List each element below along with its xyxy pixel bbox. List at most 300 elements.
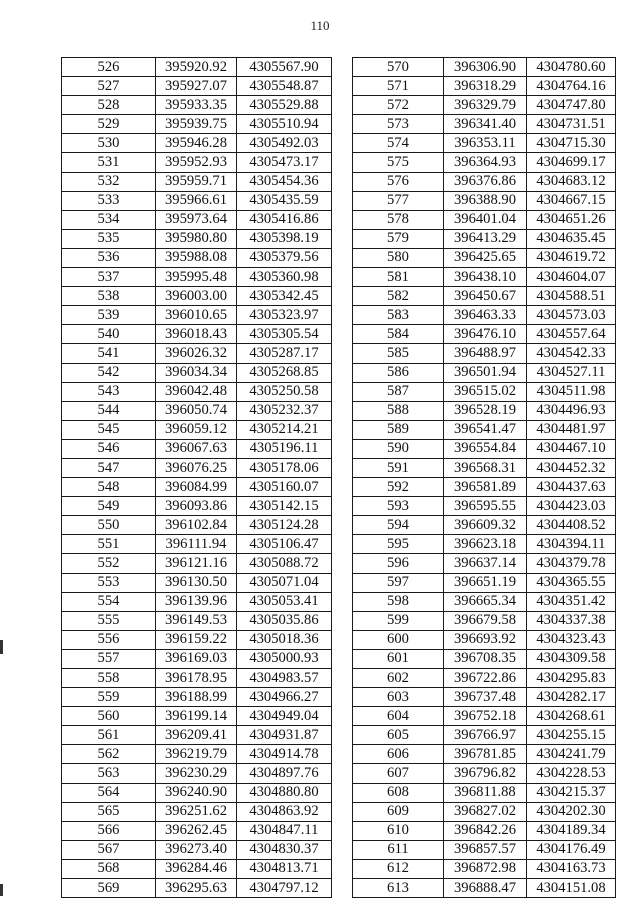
point-number-cell: 584: [353, 325, 444, 344]
table-row: [62, 210, 332, 229]
table-row: [353, 248, 616, 267]
y-coordinate-cell: 4304880.80: [237, 783, 332, 802]
y-coordinate-cell: 4305342.45: [237, 287, 332, 306]
x-coordinate-cell: 396178.95: [156, 669, 237, 688]
x-coordinate-cell: 396637.14: [444, 554, 527, 573]
table-row: [353, 191, 616, 210]
x-coordinate-cell: 396796.82: [444, 764, 527, 783]
point-number-cell: 572: [353, 96, 444, 115]
point-number-cell: 530: [62, 134, 156, 153]
y-coordinate-cell: 4305214.21: [237, 420, 332, 439]
y-coordinate-cell: 4305178.06: [237, 458, 332, 477]
point-number-cell: 540: [62, 325, 156, 344]
point-number-cell: 545: [62, 420, 156, 439]
table-row: [62, 382, 332, 401]
y-coordinate-cell: 4304176.49: [527, 840, 616, 859]
x-coordinate-cell: 396609.32: [444, 516, 527, 535]
y-coordinate-cell: 4304452.32: [527, 458, 616, 477]
y-coordinate-cell: 4304467.10: [527, 439, 616, 458]
x-coordinate-cell: 396842.26: [444, 821, 527, 840]
table-row: [62, 859, 332, 878]
x-coordinate-cell: 396018.43: [156, 325, 237, 344]
y-coordinate-cell: 4305510.94: [237, 115, 332, 134]
y-coordinate-cell: 4304542.33: [527, 344, 616, 363]
table-row: [62, 516, 332, 535]
y-coordinate-cell: 4305106.47: [237, 535, 332, 554]
table-row: [353, 96, 616, 115]
x-coordinate-cell: 396376.86: [444, 172, 527, 191]
y-coordinate-cell: 4305305.54: [237, 325, 332, 344]
x-coordinate-cell: 396076.25: [156, 458, 237, 477]
table-row: [62, 802, 332, 821]
table-row: [62, 478, 332, 497]
y-coordinate-cell: 4304202.30: [527, 802, 616, 821]
table-row: [353, 134, 616, 153]
point-number-cell: 573: [353, 115, 444, 134]
x-coordinate-cell: 396102.84: [156, 516, 237, 535]
x-coordinate-cell: 396401.04: [444, 210, 527, 229]
y-coordinate-cell: 4305454.36: [237, 172, 332, 191]
point-number-cell: 595: [353, 535, 444, 554]
point-number-cell: 577: [353, 191, 444, 210]
x-coordinate-cell: 396209.41: [156, 726, 237, 745]
point-number-cell: 531: [62, 153, 156, 172]
point-number-cell: 529: [62, 115, 156, 134]
table-row: [62, 592, 332, 611]
y-coordinate-cell: 4305142.15: [237, 497, 332, 516]
x-coordinate-cell: 396139.96: [156, 592, 237, 611]
table-row: [353, 707, 616, 726]
y-coordinate-cell: 4304683.12: [527, 172, 616, 191]
page-number: 110: [310, 18, 330, 33]
table-row: [353, 344, 616, 363]
y-coordinate-cell: 4304667.15: [527, 191, 616, 210]
point-number-cell: 575: [353, 153, 444, 172]
point-number-cell: 594: [353, 516, 444, 535]
y-coordinate-cell: 4305529.88: [237, 96, 332, 115]
table-row: [62, 821, 332, 840]
y-coordinate-cell: 4304437.63: [527, 478, 616, 497]
table-row: [353, 859, 616, 878]
x-coordinate-cell: 396679.58: [444, 611, 527, 630]
point-number-cell: 556: [62, 630, 156, 649]
point-number-cell: 564: [62, 783, 156, 802]
table-row: [353, 764, 616, 783]
table-row: [62, 630, 332, 649]
point-number-cell: 568: [62, 859, 156, 878]
point-number-cell: 551: [62, 535, 156, 554]
y-coordinate-cell: 4304309.58: [527, 649, 616, 668]
table-row: [62, 134, 332, 153]
point-number-cell: 541: [62, 344, 156, 363]
point-number-cell: 542: [62, 363, 156, 382]
point-number-cell: 586: [353, 363, 444, 382]
y-coordinate-cell: 4305548.87: [237, 77, 332, 96]
point-number-cell: 605: [353, 726, 444, 745]
y-coordinate-cell: 4305323.97: [237, 306, 332, 325]
table-row: [353, 802, 616, 821]
table-row: [353, 401, 616, 420]
x-coordinate-cell: 396737.48: [444, 688, 527, 707]
y-coordinate-cell: 4305250.58: [237, 382, 332, 401]
y-coordinate-cell: 4305071.04: [237, 573, 332, 592]
x-coordinate-cell: 396364.93: [444, 153, 527, 172]
y-coordinate-cell: 4304557.64: [527, 325, 616, 344]
x-coordinate-cell: 396568.31: [444, 458, 527, 477]
point-number-cell: 598: [353, 592, 444, 611]
y-coordinate-cell: 4304351.42: [527, 592, 616, 611]
y-coordinate-cell: 4304215.37: [527, 783, 616, 802]
y-coordinate-cell: 4305360.98: [237, 268, 332, 287]
table-row: [353, 726, 616, 745]
x-coordinate-cell: 396693.92: [444, 630, 527, 649]
x-coordinate-cell: 396488.97: [444, 344, 527, 363]
table-row: [62, 573, 332, 592]
table-row: [353, 554, 616, 573]
table-row: [353, 306, 616, 325]
table-body-left: [62, 58, 332, 898]
x-coordinate-cell: 396450.67: [444, 287, 527, 306]
y-coordinate-cell: 4304379.78: [527, 554, 616, 573]
y-coordinate-cell: 4305492.03: [237, 134, 332, 153]
x-coordinate-cell: 396042.48: [156, 382, 237, 401]
y-coordinate-cell: 4304365.55: [527, 573, 616, 592]
point-number-cell: 560: [62, 707, 156, 726]
y-coordinate-cell: 4304268.61: [527, 707, 616, 726]
point-number-cell: 610: [353, 821, 444, 840]
point-number-cell: 612: [353, 859, 444, 878]
point-number-cell: 579: [353, 229, 444, 248]
x-coordinate-cell: 396554.84: [444, 439, 527, 458]
x-coordinate-cell: 396230.29: [156, 764, 237, 783]
y-coordinate-cell: 4304966.27: [237, 688, 332, 707]
y-coordinate-cell: 4304863.92: [237, 802, 332, 821]
table-row: [353, 745, 616, 764]
point-number-cell: 544: [62, 401, 156, 420]
x-coordinate-cell: 396425.65: [444, 248, 527, 267]
x-coordinate-cell: 396169.03: [156, 649, 237, 668]
point-number-cell: 596: [353, 554, 444, 573]
y-coordinate-cell: 4304394.11: [527, 535, 616, 554]
point-number-cell: 601: [353, 649, 444, 668]
y-coordinate-cell: 4304408.52: [527, 516, 616, 535]
y-coordinate-cell: 4304847.11: [237, 821, 332, 840]
point-number-cell: 600: [353, 630, 444, 649]
x-coordinate-cell: 396284.46: [156, 859, 237, 878]
x-coordinate-cell: 396295.63: [156, 879, 237, 898]
point-number-cell: 588: [353, 401, 444, 420]
x-coordinate-cell: 396665.34: [444, 592, 527, 611]
x-coordinate-cell: 396111.94: [156, 535, 237, 554]
x-coordinate-cell: 395952.93: [156, 153, 237, 172]
y-coordinate-cell: 4304423.03: [527, 497, 616, 516]
point-number-cell: 548: [62, 478, 156, 497]
table-row: [353, 458, 616, 477]
x-coordinate-cell: 396084.99: [156, 478, 237, 497]
x-coordinate-cell: 396093.86: [156, 497, 237, 516]
table-row: [353, 669, 616, 688]
x-coordinate-cell: 396501.94: [444, 363, 527, 382]
x-coordinate-cell: 395927.07: [156, 77, 237, 96]
y-coordinate-cell: 4304496.93: [527, 401, 616, 420]
y-coordinate-cell: 4305398.19: [237, 229, 332, 248]
table-row: [353, 325, 616, 344]
y-coordinate-cell: 4304163.73: [527, 859, 616, 878]
point-number-cell: 539: [62, 306, 156, 325]
y-coordinate-cell: 4305018.36: [237, 630, 332, 649]
point-number-cell: 563: [62, 764, 156, 783]
x-coordinate-cell: 396010.65: [156, 306, 237, 325]
table-row: [353, 592, 616, 611]
y-coordinate-cell: 4304323.43: [527, 630, 616, 649]
x-coordinate-cell: 395973.64: [156, 210, 237, 229]
table-row: [62, 764, 332, 783]
point-number-cell: 543: [62, 382, 156, 401]
y-coordinate-cell: 4305160.07: [237, 478, 332, 497]
table-row: [62, 535, 332, 554]
y-coordinate-cell: 4304481.97: [527, 420, 616, 439]
x-coordinate-cell: 396857.57: [444, 840, 527, 859]
y-coordinate-cell: 4304282.17: [527, 688, 616, 707]
x-coordinate-cell: 396219.79: [156, 745, 237, 764]
x-coordinate-cell: 396026.32: [156, 344, 237, 363]
table-row: [62, 306, 332, 325]
x-coordinate-cell: 395939.75: [156, 115, 237, 134]
y-coordinate-cell: 4305053.41: [237, 592, 332, 611]
x-coordinate-cell: 396708.35: [444, 649, 527, 668]
x-coordinate-cell: 396159.22: [156, 630, 237, 649]
y-coordinate-cell: 4304151.08: [527, 879, 616, 898]
x-coordinate-cell: 396722.86: [444, 669, 527, 688]
point-number-cell: 589: [353, 420, 444, 439]
x-coordinate-cell: 395988.08: [156, 248, 237, 267]
x-coordinate-cell: 395920.92: [156, 58, 237, 77]
coordinates-table-left: [61, 57, 332, 898]
y-coordinate-cell: 4304931.87: [237, 726, 332, 745]
y-coordinate-cell: 4304897.76: [237, 764, 332, 783]
point-number-cell: 562: [62, 745, 156, 764]
point-number-cell: 576: [353, 172, 444, 191]
y-coordinate-cell: 4304797.12: [237, 879, 332, 898]
point-number-cell: 570: [353, 58, 444, 77]
table-row: [353, 153, 616, 172]
x-coordinate-cell: 396595.55: [444, 497, 527, 516]
x-coordinate-cell: 396306.90: [444, 58, 527, 77]
x-coordinate-cell: 396329.79: [444, 96, 527, 115]
table-row: [353, 840, 616, 859]
point-number-cell: 604: [353, 707, 444, 726]
table-row: [353, 382, 616, 401]
table-body-right: [353, 58, 616, 898]
y-coordinate-cell: 4304983.57: [237, 669, 332, 688]
y-coordinate-cell: 4304813.71: [237, 859, 332, 878]
x-coordinate-cell: 396623.18: [444, 535, 527, 554]
y-coordinate-cell: 4304241.79: [527, 745, 616, 764]
y-coordinate-cell: 4304715.30: [527, 134, 616, 153]
point-number-cell: 555: [62, 611, 156, 630]
table-row: [353, 229, 616, 248]
x-coordinate-cell: 396811.88: [444, 783, 527, 802]
x-coordinate-cell: 396240.90: [156, 783, 237, 802]
point-number-cell: 583: [353, 306, 444, 325]
table-row: [353, 821, 616, 840]
y-coordinate-cell: 4304295.83: [527, 669, 616, 688]
y-coordinate-cell: 4305124.28: [237, 516, 332, 535]
y-coordinate-cell: 4304747.80: [527, 96, 616, 115]
point-number-cell: 603: [353, 688, 444, 707]
point-number-cell: 566: [62, 821, 156, 840]
table-row: [62, 745, 332, 764]
y-coordinate-cell: 4305473.17: [237, 153, 332, 172]
table-row: [62, 726, 332, 745]
y-coordinate-cell: 4305567.90: [237, 58, 332, 77]
x-coordinate-cell: 396130.50: [156, 573, 237, 592]
x-coordinate-cell: 395980.80: [156, 229, 237, 248]
x-coordinate-cell: 395933.35: [156, 96, 237, 115]
point-number-cell: 574: [353, 134, 444, 153]
x-coordinate-cell: 396121.16: [156, 554, 237, 573]
y-coordinate-cell: 4305435.59: [237, 191, 332, 210]
x-coordinate-cell: 396476.10: [444, 325, 527, 344]
point-number-cell: 567: [62, 840, 156, 859]
x-coordinate-cell: 396050.74: [156, 401, 237, 420]
y-coordinate-cell: 4305000.93: [237, 649, 332, 668]
table-row: [62, 707, 332, 726]
y-coordinate-cell: 4304511.98: [527, 382, 616, 401]
table-row: [353, 268, 616, 287]
table-row: [353, 420, 616, 439]
y-coordinate-cell: 4305196.11: [237, 439, 332, 458]
table-row: [62, 287, 332, 306]
point-number-cell: 580: [353, 248, 444, 267]
table-row: [353, 287, 616, 306]
x-coordinate-cell: 395959.71: [156, 172, 237, 191]
point-number-cell: 613: [353, 879, 444, 898]
table-row: [62, 191, 332, 210]
x-coordinate-cell: 396766.97: [444, 726, 527, 745]
y-coordinate-cell: 4305379.56: [237, 248, 332, 267]
point-number-cell: 607: [353, 764, 444, 783]
y-coordinate-cell: 4304764.16: [527, 77, 616, 96]
y-coordinate-cell: 4304830.37: [237, 840, 332, 859]
x-coordinate-cell: 396388.90: [444, 191, 527, 210]
table-row: [62, 439, 332, 458]
y-coordinate-cell: 4304573.03: [527, 306, 616, 325]
point-number-cell: 606: [353, 745, 444, 764]
x-coordinate-cell: 395966.61: [156, 191, 237, 210]
scan-edge-mark: [0, 884, 3, 896]
table-row: [62, 420, 332, 439]
x-coordinate-cell: 396059.12: [156, 420, 237, 439]
point-number-cell: 592: [353, 478, 444, 497]
table-row: [353, 497, 616, 516]
x-coordinate-cell: 395946.28: [156, 134, 237, 153]
table-row: [62, 497, 332, 516]
x-coordinate-cell: 396752.18: [444, 707, 527, 726]
coordinates-table-right: [352, 57, 616, 898]
x-coordinate-cell: 396003.00: [156, 287, 237, 306]
table-row: [353, 478, 616, 497]
y-coordinate-cell: 4304651.26: [527, 210, 616, 229]
table-row: [353, 688, 616, 707]
table-row: [62, 248, 332, 267]
x-coordinate-cell: 396413.29: [444, 229, 527, 248]
point-number-cell: 587: [353, 382, 444, 401]
table-row: [353, 879, 616, 898]
point-number-cell: 578: [353, 210, 444, 229]
point-number-cell: 559: [62, 688, 156, 707]
point-number-cell: 591: [353, 458, 444, 477]
table-row: [353, 363, 616, 382]
table-row: [62, 401, 332, 420]
table-row: [353, 115, 616, 134]
point-number-cell: 534: [62, 210, 156, 229]
y-coordinate-cell: 4304619.72: [527, 248, 616, 267]
point-number-cell: 528: [62, 96, 156, 115]
table-row: [62, 96, 332, 115]
table-row: [353, 573, 616, 592]
table-row: [62, 688, 332, 707]
x-coordinate-cell: 396273.40: [156, 840, 237, 859]
y-coordinate-cell: 4304699.17: [527, 153, 616, 172]
x-coordinate-cell: 396438.10: [444, 268, 527, 287]
table-row: [353, 172, 616, 191]
y-coordinate-cell: 4305268.85: [237, 363, 332, 382]
y-coordinate-cell: 4304189.34: [527, 821, 616, 840]
point-number-cell: 608: [353, 783, 444, 802]
table-row: [353, 439, 616, 458]
table-row: [353, 516, 616, 535]
table-row: [353, 630, 616, 649]
table-row: [62, 879, 332, 898]
y-coordinate-cell: 4305035.86: [237, 611, 332, 630]
point-number-cell: 611: [353, 840, 444, 859]
point-number-cell: 538: [62, 287, 156, 306]
point-number-cell: 582: [353, 287, 444, 306]
point-number-cell: 585: [353, 344, 444, 363]
point-number-cell: 571: [353, 77, 444, 96]
table-row: [62, 115, 332, 134]
x-coordinate-cell: 396515.02: [444, 382, 527, 401]
point-number-cell: 533: [62, 191, 156, 210]
x-coordinate-cell: 396341.40: [444, 115, 527, 134]
point-number-cell: 550: [62, 516, 156, 535]
table-row: [62, 611, 332, 630]
table-row: [62, 458, 332, 477]
point-number-cell: 526: [62, 58, 156, 77]
table-row: [62, 783, 332, 802]
point-number-cell: 527: [62, 77, 156, 96]
table-row: [353, 210, 616, 229]
point-number-cell: 565: [62, 802, 156, 821]
point-number-cell: 532: [62, 172, 156, 191]
point-number-cell: 537: [62, 268, 156, 287]
table-row: [62, 840, 332, 859]
table-row: [62, 363, 332, 382]
y-coordinate-cell: 4304255.15: [527, 726, 616, 745]
x-coordinate-cell: 396149.53: [156, 611, 237, 630]
point-number-cell: 552: [62, 554, 156, 573]
table-row: [62, 649, 332, 668]
y-coordinate-cell: 4304228.53: [527, 764, 616, 783]
table-row: [62, 344, 332, 363]
point-number-cell: 593: [353, 497, 444, 516]
table-row: [62, 325, 332, 344]
x-coordinate-cell: 395995.48: [156, 268, 237, 287]
table-row: [62, 554, 332, 573]
table-row: [62, 153, 332, 172]
y-coordinate-cell: 4304527.11: [527, 363, 616, 382]
